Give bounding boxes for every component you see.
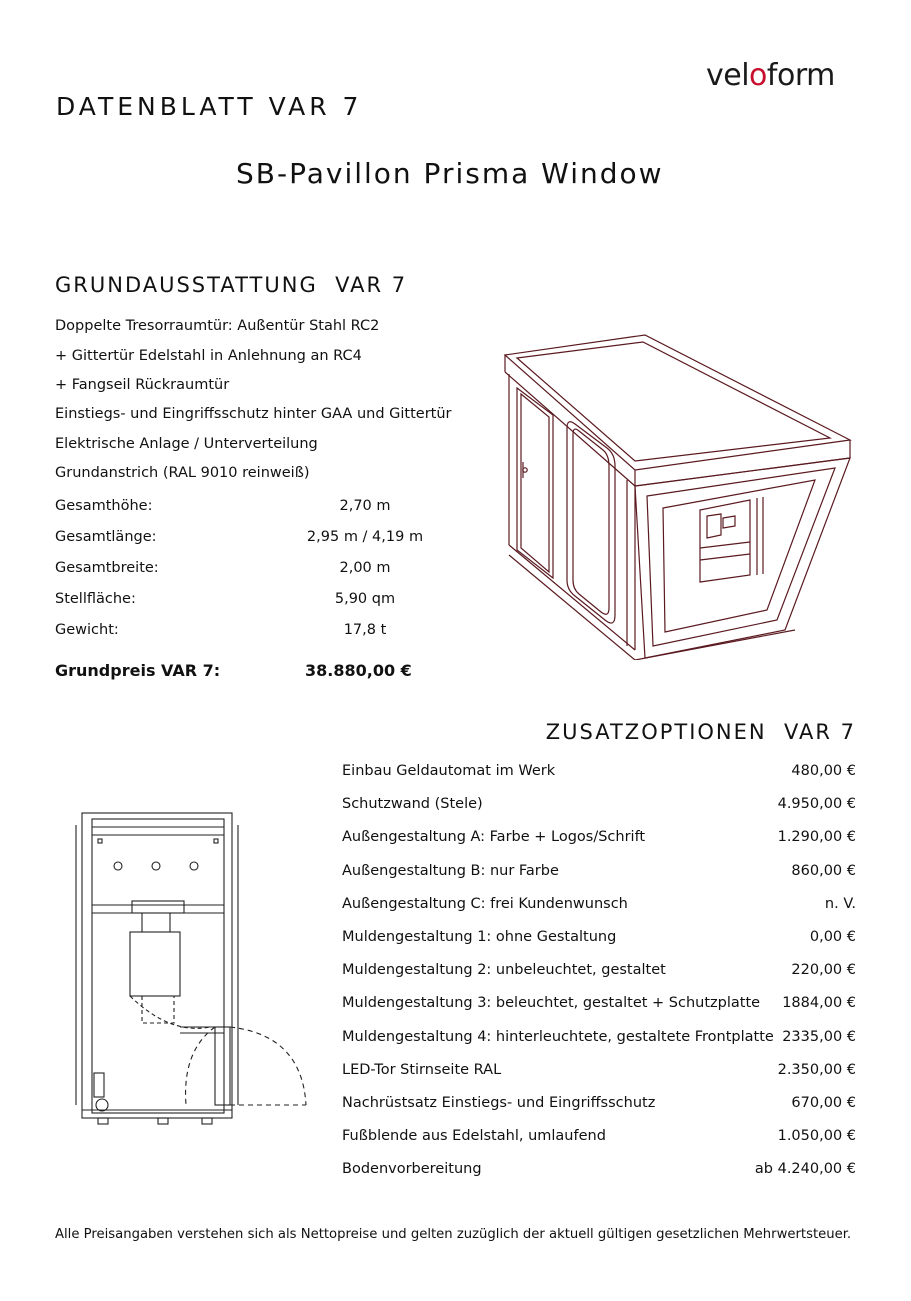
option-label: Außengestaltung A: Farbe + Logos/Schrift bbox=[342, 829, 646, 845]
option-price: 1.050,00 € bbox=[777, 1128, 856, 1144]
option-row bbox=[342, 1029, 856, 1049]
spec-label-height: Gesamthöhe: bbox=[55, 498, 153, 514]
option-label: Fußblende aus Edelstahl, umlaufend bbox=[342, 1128, 606, 1144]
option-row bbox=[342, 1128, 856, 1148]
spec-value-length: 2,95 m / 4,19 m bbox=[306, 529, 424, 545]
option-price: 670,00 € bbox=[791, 1095, 856, 1111]
spec-value-width: 2,00 m bbox=[339, 560, 391, 576]
option-label: Muldengestaltung 3: beleuchtet, gestaltet + Schutzplatte bbox=[342, 995, 761, 1011]
option-row bbox=[342, 1161, 856, 1181]
option-price: ab 4.240,00 € bbox=[754, 1161, 856, 1177]
feature-item: + Fangseil Rückraumtür bbox=[55, 377, 230, 393]
option-label: Muldengestaltung 4: hinterleuchtete, gestaltete Frontplatte bbox=[342, 1029, 774, 1045]
base-price-label: Grundpreis VAR 7: bbox=[55, 661, 221, 680]
spec-value-area: 5,90 qm bbox=[334, 591, 396, 607]
pavilion-floor-plan bbox=[70, 805, 315, 1140]
option-price: n. V. bbox=[824, 896, 856, 912]
basic-equipment-title: GRUNDAUSSTATTUNG VAR 7 bbox=[55, 273, 408, 297]
feature-item: Doppelte Tresorraumtür: Außentür Stahl RC2 bbox=[55, 318, 380, 334]
option-price: 1.290,00 € bbox=[777, 829, 856, 845]
document-title: DATENBLATT VAR 7 bbox=[56, 92, 363, 121]
option-price: 2.350,00 € bbox=[777, 1062, 856, 1078]
option-label: Nachrüstsatz Einstiegs- und Eingriffsschutz bbox=[342, 1095, 656, 1111]
document-subtitle: SB-Pavillon Prisma Window bbox=[236, 157, 664, 190]
option-row bbox=[342, 929, 856, 949]
option-label: Muldengestaltung 2: unbeleuchtet, gestaltet bbox=[342, 962, 666, 978]
spec-label-weight: Gewicht: bbox=[55, 622, 119, 638]
option-label: Bodenvorbereitung bbox=[342, 1161, 482, 1177]
option-row bbox=[342, 896, 856, 916]
option-row bbox=[342, 1062, 856, 1082]
option-price: 1884,00 € bbox=[782, 995, 856, 1011]
option-label: LED-Tor Stirnseite RAL bbox=[342, 1062, 502, 1078]
option-label: Muldengestaltung 1: ohne Gestaltung bbox=[342, 929, 617, 945]
option-price: 860,00 € bbox=[791, 863, 856, 879]
feature-item: Grundanstrich (RAL 9010 reinweiß) bbox=[55, 465, 310, 481]
feature-item: + Gittertür Edelstahl in Anlehnung an RC4 bbox=[55, 348, 362, 364]
option-row bbox=[342, 796, 856, 816]
spec-label-length: Gesamtlänge: bbox=[55, 529, 157, 545]
option-price: 480,00 € bbox=[791, 763, 856, 779]
option-row bbox=[342, 1095, 856, 1115]
option-price: 0,00 € bbox=[809, 929, 856, 945]
options-title: ZUSATZOPTIONEN VAR 7 bbox=[545, 720, 856, 744]
option-row bbox=[342, 863, 856, 883]
feature-item: Elektrische Anlage / Unterverteilung bbox=[55, 436, 318, 452]
option-row bbox=[342, 962, 856, 982]
spec-value-weight: 17,8 t bbox=[343, 622, 387, 638]
option-row bbox=[342, 763, 856, 783]
option-price: 4.950,00 € bbox=[777, 796, 856, 812]
option-row bbox=[342, 995, 856, 1015]
option-price: 2335,00 € bbox=[782, 1029, 856, 1045]
brand-logo: veloform bbox=[706, 58, 835, 93]
spec-label-area: Stellfläche: bbox=[55, 591, 136, 607]
option-price: 220,00 € bbox=[791, 962, 856, 978]
base-price-value: 38.880,00 € bbox=[305, 661, 412, 680]
spec-label-width: Gesamtbreite: bbox=[55, 560, 159, 576]
price-footnote: Alle Preisangaben verstehen sich als Nettopreise und gelten zuzüglich der aktuell gültigen gesetzlichen Mehrwertsteuer. bbox=[55, 1227, 852, 1242]
option-label: Außengestaltung C: frei Kundenwunsch bbox=[342, 896, 628, 912]
option-label: Schutzwand (Stele) bbox=[342, 796, 483, 812]
option-row bbox=[342, 829, 856, 849]
option-label: Einbau Geldautomat im Werk bbox=[342, 763, 556, 779]
spec-value-height: 2,70 m bbox=[339, 498, 391, 514]
pavilion-isometric-drawing bbox=[495, 330, 865, 660]
feature-item: Einstiegs- und Eingriffsschutz hinter GAA und Gittertür bbox=[55, 406, 452, 422]
option-label: Außengestaltung B: nur Farbe bbox=[342, 863, 559, 879]
